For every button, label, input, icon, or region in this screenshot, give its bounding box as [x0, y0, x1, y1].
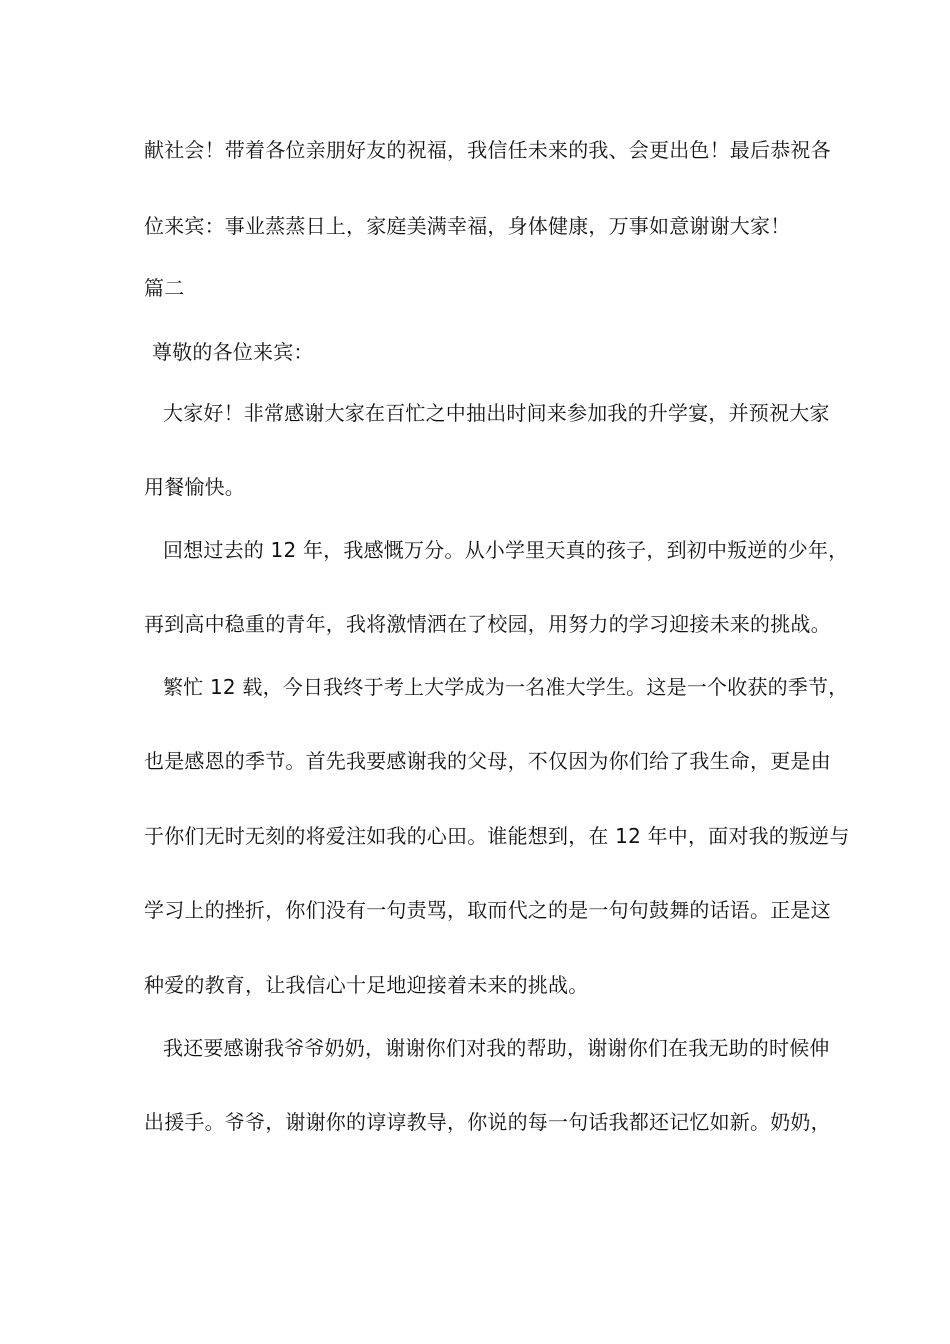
paragraph-line: 学习上的挫折，你们没有一句责骂，取而代之的是一句句鼓舞的话语。正是这	[144, 898, 831, 922]
paragraph-line: 用餐愉快。	[144, 475, 245, 499]
paragraph-line: 大家好！非常感谢大家在百忙之中抽出时间来参加我的升学宴，并预祝大家	[163, 401, 830, 425]
paragraph-line: 再到高中稳重的青年，我将激情洒在了校园，用努力的学习迎接未来的挑战。	[144, 612, 831, 636]
paragraph-line: 种爱的教育，让我信心十足地迎接着未来的挑战。	[144, 973, 589, 997]
paragraph-line: 献社会！带着各位亲朋好友的祝福，我信任未来的我、会更出色！最后恭祝各	[144, 138, 831, 162]
paragraph-line: 位来宾：事业蒸蒸日上，家庭美满幸福，身体健康，万事如意谢谢大家！	[144, 214, 791, 238]
paragraph-line: 我还要感谢我爷爷奶奶，谢谢你们对我的帮助，谢谢你们在我无助的时候伸	[163, 1036, 830, 1060]
paragraph-line: 出援手。爷爷，谢谢你的谆谆教导，你说的每一句话我都还记忆如新。奶奶，	[144, 1110, 831, 1134]
salutation: 尊敬的各位来宾：	[152, 340, 314, 364]
paragraph-line: 繁忙 12 载，今日我终于考上大学成为一名准大学生。这是一个收获的季节，	[163, 675, 849, 699]
section-heading: 篇二	[144, 276, 185, 300]
paragraph-line: 也是感恩的季节。首先我要感谢我的父母，不仅因为你们给了我生命，更是由	[144, 749, 831, 773]
paragraph-line: 于你们无时无刻的将爱注如我的心田。谁能想到，在 12 年中，面对我的叛逆与	[144, 824, 850, 848]
paragraph-line: 回想过去的 12 年，我感慨万分。从小学里天真的孩子，到初中叛逆的少年，	[163, 538, 849, 562]
